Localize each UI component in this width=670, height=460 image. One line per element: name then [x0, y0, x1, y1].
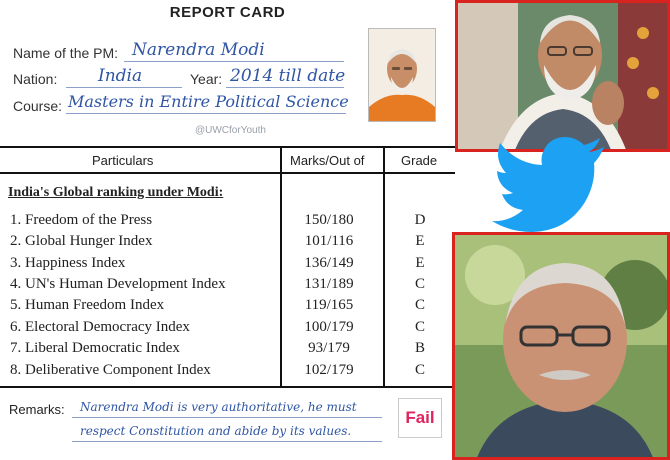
twitter-bird-icon	[492, 135, 612, 240]
row-grade: C	[414, 276, 425, 292]
portrait-photo	[368, 28, 436, 122]
section-heading: India's Global ranking under Modi:	[8, 185, 224, 200]
remarks-line-1: Narendra Modi is very authoritative, he must	[80, 400, 357, 414]
remarks-underline	[72, 441, 382, 442]
table-row	[0, 212, 455, 233]
table-header-rule	[0, 172, 455, 174]
header-particulars: Particulars	[92, 153, 154, 168]
header-grade: Grade	[401, 153, 438, 168]
watermark: @UWCforYouth	[195, 125, 266, 136]
row-grade: D	[414, 212, 426, 228]
name-label: Name of the PM:	[13, 45, 119, 61]
photo-person	[452, 232, 670, 460]
table-row	[0, 362, 455, 383]
row-name: 2. Global Hunger Index	[10, 233, 153, 249]
table-row	[0, 340, 455, 361]
row-name: 3. Happiness Index	[10, 255, 126, 271]
report-title: REPORT CARD	[169, 4, 286, 21]
table-top-rule	[0, 146, 455, 148]
nation-label: Nation:	[13, 71, 58, 87]
nation-value: India	[98, 66, 143, 86]
row-name: 5. Human Freedom Index	[10, 297, 165, 313]
fail-stamp: Fail	[398, 398, 442, 438]
year-underline	[226, 87, 344, 88]
course-label: Course:	[13, 98, 63, 114]
row-grade: C	[414, 297, 425, 313]
remarks-line-2: respect Constitution and abide by its values.	[80, 424, 352, 438]
row-marks: 101/116	[304, 233, 354, 249]
row-name: 6. Electoral Democracy Index	[10, 319, 190, 335]
table-row	[0, 233, 455, 254]
course-underline	[66, 113, 346, 114]
row-marks: 136/149	[304, 255, 354, 271]
year-label: Year:	[190, 71, 223, 87]
nation-underline	[66, 87, 182, 88]
row-name: 8. Deliberative Component Index	[10, 362, 211, 378]
row-marks: 100/179	[304, 319, 354, 335]
row-grade: E	[415, 255, 425, 271]
row-grade: C	[414, 362, 425, 378]
row-marks: 119/165	[304, 297, 354, 313]
header-marks: Marks/Out of	[290, 153, 365, 168]
row-marks: 150/180	[304, 212, 354, 228]
table-row	[0, 297, 455, 318]
row-grade: E	[415, 233, 425, 249]
row-marks: 131/189	[304, 276, 354, 292]
table-bottom-rule	[0, 386, 455, 388]
row-name: 1. Freedom of the Press	[10, 212, 153, 228]
remarks-underline	[72, 417, 382, 418]
row-grade: C	[414, 319, 425, 335]
row-name: 4. UN's Human Development Index	[10, 276, 226, 292]
table-row	[0, 276, 455, 297]
row-grade: B	[414, 340, 425, 356]
photo-pm	[455, 0, 670, 152]
row-name: 7. Liberal Democratic Index	[10, 340, 180, 356]
year-value: 2014 till date	[230, 66, 346, 86]
table-row	[0, 319, 455, 340]
table-row	[0, 255, 455, 276]
row-marks: 93/179	[308, 340, 350, 356]
course-value: Masters in Entire Political Science	[68, 92, 349, 111]
name-underline	[124, 61, 344, 62]
name-value: Narendra Modi	[132, 40, 265, 60]
remarks-label: Remarks:	[9, 402, 65, 417]
row-marks: 102/179	[304, 362, 354, 378]
